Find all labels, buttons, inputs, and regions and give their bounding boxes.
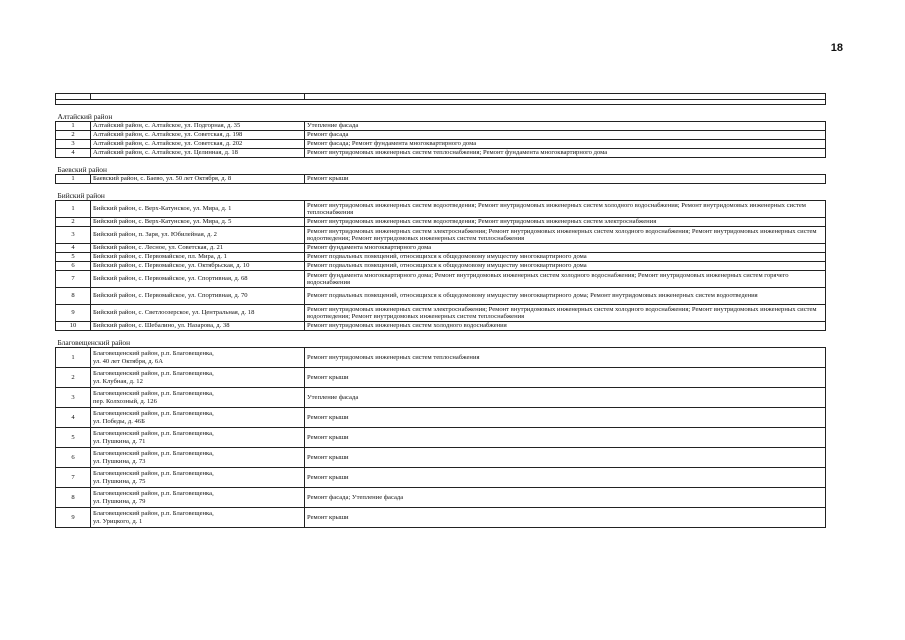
row-number: 2	[56, 131, 91, 140]
row-works: Ремонт фундамента многоквартирного дома; Ремонт внутридомовых инженерных систем холодного водоснабжения; Ремонт внутридомовых инженерных систем горячего водоснабжения	[305, 271, 826, 288]
section-title: Баевский район	[56, 158, 826, 175]
address-line-1: Благовещенский район, р.п. Благовещенка,	[93, 430, 214, 438]
table-row	[56, 348, 826, 368]
page-number: 18	[830, 42, 843, 54]
section-heading-row	[56, 105, 826, 122]
row-works: Ремонт подвальных помещений, относящихся к общедомовому имуществу многоквартирного дома; Ремонт внутридомовых инженерных систем водоотведения	[305, 288, 826, 305]
table-row	[56, 218, 826, 227]
row-number: 2	[56, 218, 91, 227]
table-row	[56, 408, 826, 428]
row-address	[91, 448, 305, 468]
row-number: 10	[56, 322, 91, 331]
table-row	[56, 131, 826, 140]
row-number: 8	[56, 288, 91, 305]
row-address: Алтайский район, с. Алтайское, ул. Целинная, д. 18	[91, 149, 305, 158]
row-address: Бийский район, с. Первомайское, ул. Спортивная, д. 70	[91, 288, 305, 305]
row-address: Бийский район, с. Первомайское, ул. Октябрьская, д. 10	[91, 262, 305, 271]
section-heading-row	[56, 331, 826, 348]
address-line-2: ул. Пушкина, д. 75	[93, 477, 146, 485]
row-number: 7	[56, 468, 91, 488]
table-row	[56, 201, 826, 218]
table-row	[56, 468, 826, 488]
row-address	[91, 348, 305, 368]
row-number: 2	[56, 368, 91, 388]
row-works: Ремонт внутридомовых инженерных систем водоотведения; Ремонт внутридомовых инженерных систем холодного водоснабжения; Ремонт внутридомовых инженерных систем теплоснабжения	[305, 201, 826, 218]
row-works: Ремонт фасада; Утепление фасада	[305, 488, 826, 508]
row-address: Бийский район, с. Верх-Катунское, ул. Мира, д. 5	[91, 218, 305, 227]
row-works: Утепление фасада	[305, 122, 826, 131]
address-line-1: Благовещенский район, р.п. Благовещенка,	[93, 490, 214, 498]
table-row	[56, 305, 826, 322]
address-line-1: Благовещенский район, р.п. Благовещенка,	[93, 350, 214, 358]
row-number: 3	[56, 227, 91, 244]
row-number: 3	[56, 388, 91, 408]
section-heading-row	[56, 158, 826, 175]
row-works: Ремонт внутридомовых инженерных систем электроснабжения; Ремонт внутридомовых инженерных систем холодного водоснабжения; Ремонт внутридомовых инженерных систем водоотведения; Ремонт внутридомовых инженерных систем теплоснабжения	[305, 305, 826, 322]
row-works: Ремонт крыши	[305, 468, 826, 488]
row-address: Алтайский район, с. Алтайское, ул. Советская, д. 198	[91, 131, 305, 140]
section-heading-row	[56, 184, 826, 201]
address-line-2: ул. Пушкина, д. 71	[93, 437, 146, 445]
section-title: Алтайский район	[56, 105, 826, 122]
row-number: 1	[56, 201, 91, 218]
row-works: Ремонт подвальных помещений, относящихся к общедомовому имуществу многоквартирного дома	[305, 262, 826, 271]
row-number: 1	[56, 175, 91, 184]
row-number: 1	[56, 122, 91, 131]
table-row	[56, 149, 826, 158]
table-row	[56, 271, 826, 288]
row-address	[91, 468, 305, 488]
row-works: Ремонт подвальных помещений, относящихся к общедомовому имуществу многоквартирного дома	[305, 253, 826, 262]
table-row	[56, 253, 826, 262]
row-number: 6	[56, 448, 91, 468]
row-works: Ремонт внутридомовых инженерных систем теплоснабжения; Ремонт фундамента многоквартирного дома	[305, 149, 826, 158]
table-row	[56, 288, 826, 305]
row-works: Ремонт крыши	[305, 408, 826, 428]
row-number: 6	[56, 262, 91, 271]
row-address: Бийский район, п. Заря, ул. Юбилейная, д. 2	[91, 227, 305, 244]
address-line-2: ул. 40 лет Октября, д. 6А	[93, 357, 163, 365]
table-row	[56, 122, 826, 131]
row-works: Ремонт внутридомовых инженерных систем теплоснабжения	[305, 348, 826, 368]
row-address	[91, 428, 305, 448]
address-line-1: Благовещенский район, р.п. Благовещенка,	[93, 450, 214, 458]
table-row	[56, 227, 826, 244]
address-line-1: Благовещенский район, р.п. Благовещенка,	[93, 370, 214, 378]
address-line-1: Благовещенский район, р.п. Благовещенка,	[93, 390, 214, 398]
row-address	[91, 368, 305, 388]
row-address: Алтайский район, с. Алтайское, ул. Подгорная, д. 35	[91, 122, 305, 131]
row-works: Ремонт крыши	[305, 428, 826, 448]
address-line-1: Благовещенский район, р.п. Благовещенка,	[93, 510, 214, 518]
row-number: 9	[56, 305, 91, 322]
row-number: 9	[56, 508, 91, 528]
table-row	[56, 488, 826, 508]
table-row	[56, 244, 826, 253]
row-address	[91, 408, 305, 428]
table-row	[56, 428, 826, 448]
address-line-2: ул. Урицкого, д. 1	[93, 517, 143, 525]
register-table	[55, 93, 826, 528]
row-address: Бийский район, с. Лесное, ул. Советская, д. 21	[91, 244, 305, 253]
row-address	[91, 508, 305, 528]
section-title: Благовещенский район	[56, 331, 826, 348]
row-address: Баевский район, с. Баево, ул. 50 лет Октября, д. 8	[91, 175, 305, 184]
row-works: Ремонт крыши	[305, 508, 826, 528]
address-line-1: Благовещенский район, р.п. Благовещенка,	[93, 470, 214, 478]
row-works: Ремонт крыши	[305, 175, 826, 184]
row-number: 5	[56, 428, 91, 448]
table-row	[56, 322, 826, 331]
section-title: Бийский район	[56, 184, 826, 201]
table-row	[56, 262, 826, 271]
row-number: 7	[56, 271, 91, 288]
row-address: Бийский район, с. Первомайское, ул. Спортивная, д. 68	[91, 271, 305, 288]
row-address	[91, 388, 305, 408]
row-number: 1	[56, 348, 91, 368]
row-address	[91, 488, 305, 508]
row-address: Бийский район, с. Шебалино, ул. Назарова, д. 38	[91, 322, 305, 331]
table-row	[56, 368, 826, 388]
row-address: Бийский район, с. Верх-Катунское, ул. Мира, д. 1	[91, 201, 305, 218]
address-line-2: ул. Победы, д. 46Б	[93, 417, 145, 425]
row-works: Ремонт крыши	[305, 448, 826, 468]
table-row	[56, 388, 826, 408]
row-address: Бийский район, с. Светлоозерское, ул. Центральная, д. 18	[91, 305, 305, 322]
row-works: Ремонт крыши	[305, 368, 826, 388]
row-works: Ремонт фундамента многоквартирного дома	[305, 244, 826, 253]
address-line-2: пер. Колхозный, д. 126	[93, 397, 157, 405]
table-row	[56, 175, 826, 184]
address-line-2: ул. Пушкина, д. 79	[93, 497, 146, 505]
row-works: Ремонт внутридомовых инженерных систем холодного водоснабжения	[305, 322, 826, 331]
row-number: 4	[56, 408, 91, 428]
row-works: Ремонт фасада	[305, 131, 826, 140]
row-works: Ремонт внутридомовых инженерных систем электроснабжения; Ремонт внутридомовых инженерных систем холодного водоснабжения; Ремонт внутридомовых инженерных систем водоотведения; Ремонт внутридомовых инженерных систем теплоснабжения	[305, 227, 826, 244]
row-works: Ремонт внутридомовых инженерных систем водоотведения; Ремонт внутридомовых инженерных систем электроснабжения	[305, 218, 826, 227]
address-line-2: ул. Клубная, д. 12	[93, 377, 143, 385]
document-body	[55, 93, 825, 528]
row-number: 5	[56, 253, 91, 262]
row-number: 8	[56, 488, 91, 508]
address-line-1: Благовещенский район, р.п. Благовещенка,	[93, 410, 214, 418]
table-row	[56, 448, 826, 468]
row-works: Утепление фасада	[305, 388, 826, 408]
table-row	[56, 508, 826, 528]
table-row	[56, 140, 826, 149]
row-works: Ремонт фасада; Ремонт фундамента многоквартирного дома	[305, 140, 826, 149]
row-number: 4	[56, 244, 91, 253]
row-address: Бийский район, с. Первомайское, пл. Мира, д. 1	[91, 253, 305, 262]
row-number: 3	[56, 140, 91, 149]
row-address: Алтайский район, с. Алтайское, ул. Советская, д. 202	[91, 140, 305, 149]
address-line-2: ул. Пушкина, д. 73	[93, 457, 146, 465]
row-number: 4	[56, 149, 91, 158]
